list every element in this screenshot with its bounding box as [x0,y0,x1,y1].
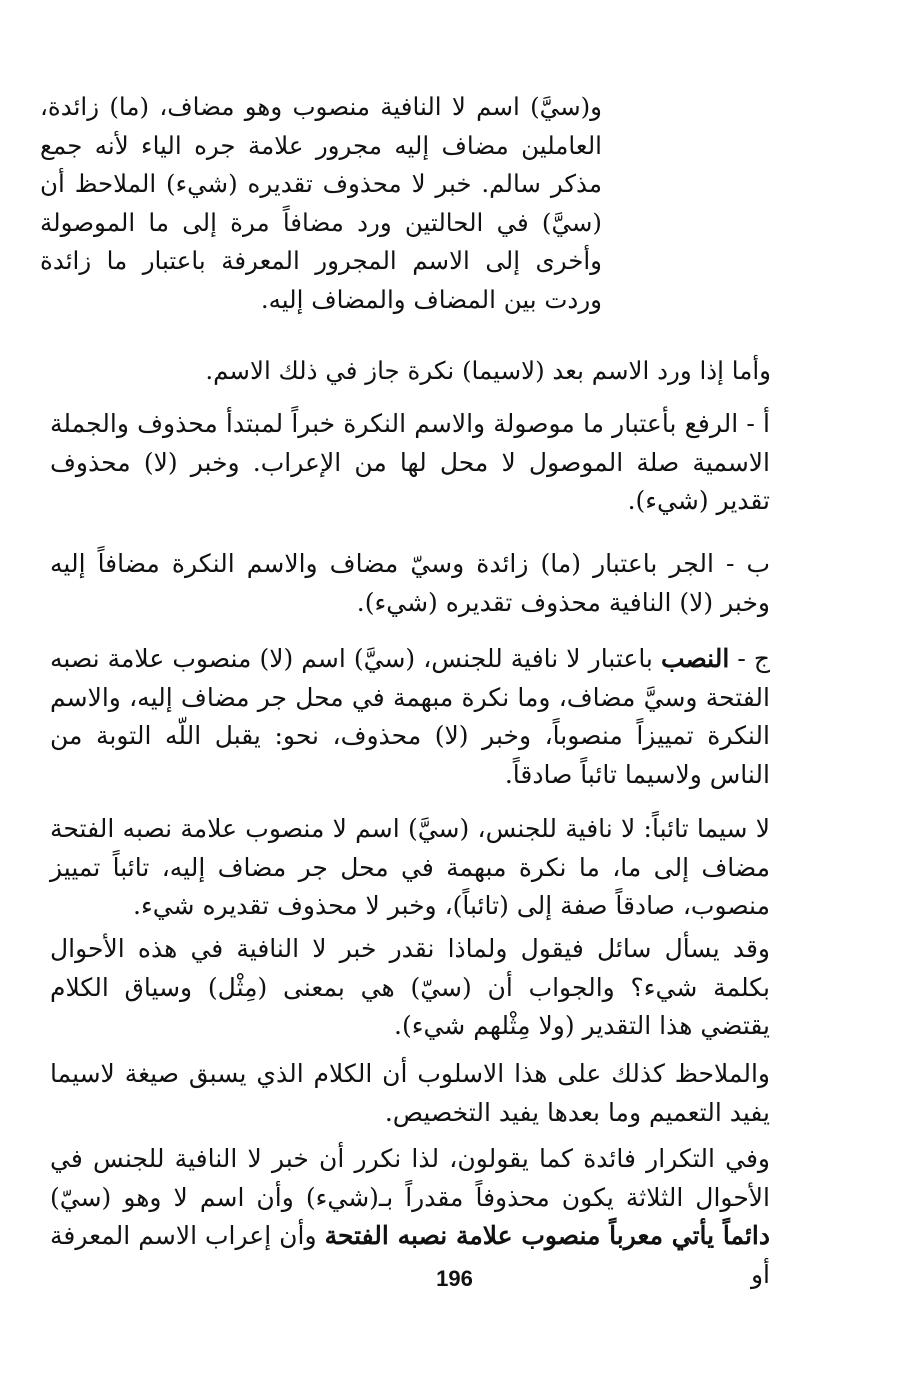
paragraph-nasb-lead: ج - [729,644,770,673]
paragraph-question: وقد يسأل سائل فيقول ولماذا نقدر خبر لا النافية في هذه الأحوال بكلمة شيء؟ والجواب أن (سيّ) هي بمعنى (مِثْل) وسياق الكلام يقتضي هذا التقدير (ولا مِثْلهم شيء). [50,934,770,1040]
paragraph-nasb [50,640,770,794]
paragraph-lasiyama-nakira: وأما إذا ورد الاسم بعد (لاسيما) نكرة جاز في ذلك الاسم. [205,356,771,385]
paragraph-repetition-bold: دائماً يأتي معرباً منصوب علامة نصبه الفتحة [324,1221,771,1250]
paragraph-repetition-part1: وفي التكرار فائدة كما يقولون، لذا نكرر أن خبر لا النافية للجنس في الأحوال الثلاثة يكون محذوفاً مقدراً بـ(شيء) وأن اسم لا وهو (سيّ) [50,1144,770,1212]
paragraph-note: والملاحظ كذلك على هذا الاسلوب أن الكلام الذي يسبق صيغة لاسيما يفيد التعميم وما بعدها يفيد التخصيص. [50,1059,770,1127]
paragraph-top-block: و(سيَّ) اسم لا النافية منصوب وهو مضاف، (ما) زائدة، العاملين مضاف إليه مجرور علامة جره الياء لأنه جمع مذكر سالم. خبر لا محذوف تقديره (شيء) الملاحظ أن (سيَّ) في الحالتين ورد مضافاً مرة إلى ما الموصولة وأخرى إلى الاسم المجرور المعرفة باعتبار ما زائدة وردت بين المضاف والمضاف إليه. [40,92,602,314]
paragraph-repetition-part2: وأن إعراب الاسم المعرفة أو [50,1221,770,1289]
paragraph-nasb-bold: النصب [660,644,730,673]
paragraph-raf: أ - الرفع بأعتبار ما موصولة والاسم النكرة خبراً لمبتدأ محذوف والجملة الاسمية صلة الموصول لا محل لها من الإعراب. وخبر (لا) محذوف تقدير (شيء). [50,409,770,515]
paragraph-irab-example: لا سيما تائباً: لا نافية للجنس، (سيَّ) اسم لا منصوب علامة نصبه الفتحة مضاف إلى ما، ما نكرة مبهمة في محل جر مضاف إليه، تائباً تمييز منصوب، صادقاً صفة إلى (تائباً)، وخبر لا محذوف تقديره شيء. [50,814,770,920]
paragraph-jarr: ب - الجر باعتبار (ما) زائدة وسيّ مضاف والاسم النكرة مضافاً إليه وخبر (لا) النافية محذوف تقديره (شيء). [50,549,770,617]
paragraph-nasb-rest: باعتبار لا نافية للجنس، (سيَّ) اسم (لا) منصوب علامة نصبه الفتحة وسيَّ مضاف، وما نكرة مبهمة في محل جر مضاف إليه، والاسم النكرة تمييزاً منصوباً، وخبر (لا) محذوف، نحو: يقبل اللّه التوبة من الناس ولاسيما تائباً صادقاً. [50,644,770,789]
page-number: 196 [436,1266,473,1291]
